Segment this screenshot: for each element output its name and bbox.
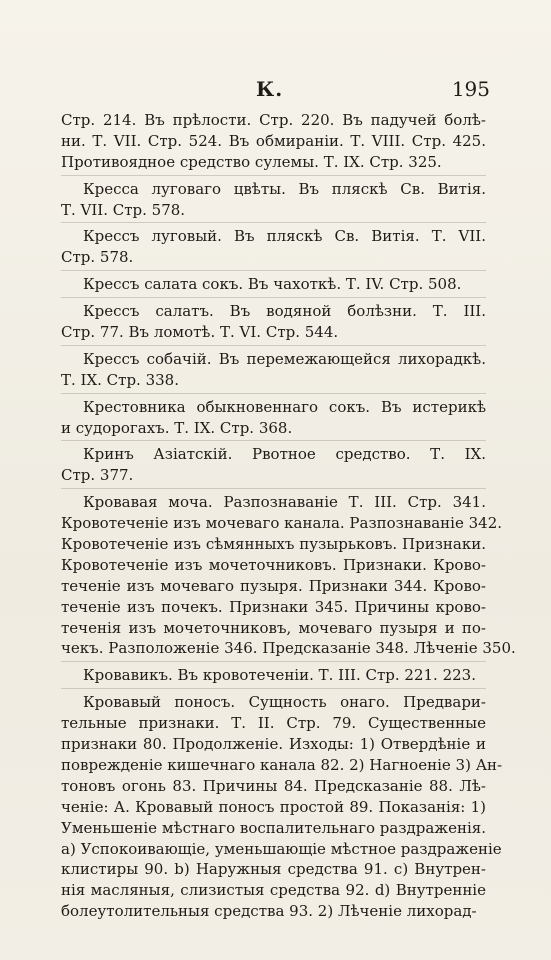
entry-line: Т. IX. Стр. 338. <box>61 370 179 389</box>
running-header <box>60 77 490 105</box>
entry-line: тоновъ огонь 83. Причины 84. Предсказаніе 88. Лѣ- <box>61 776 486 795</box>
entry-line: тельные признаки. Т. II. Стр. 79. Существенные <box>61 714 486 733</box>
entry-headline: Стр. 214. Въ прѣлости. Стр. 220. Въ падучей болѣ- <box>61 111 486 129</box>
entry-divider <box>61 222 486 223</box>
index-entry <box>61 110 486 173</box>
entry-headline: Крессъ собачій. Въ перемежающейся лихорадкѣ. <box>83 349 486 368</box>
index-entry <box>61 226 486 268</box>
entry-line: Кровотеченіе изъ сѣмянныхъ пузырьковъ. Признаки. <box>61 535 486 554</box>
entry-headline: Крестовника обыкновеннаго сокъ. Въ истерикѣ <box>83 397 486 416</box>
entry-line: и судорогахъ. Т. IX. Стр. 368. <box>61 418 293 437</box>
index-entry <box>61 492 516 659</box>
entry-line: ни. Т. VII. Стр. 524. Въ обмираніи. Т. VIII. Стр. 425. <box>61 131 486 150</box>
entry-headline: Кресса луговаго цвѣты. Въ пляскѣ Св. Витія. <box>83 179 486 198</box>
entry-line: Стр. 77. Въ ломотѣ. Т. VI. Стр. 544. <box>61 323 339 342</box>
entry-divider <box>61 661 486 662</box>
entry-line: Кровотеченіе изъ мочеваго канала. Разпознаваніе 342. <box>61 514 503 533</box>
entry-line: теченіе изъ мочеваго пузыря. Признаки 344. Крово- <box>61 576 486 595</box>
entry-line: а) Успокоивающіе, уменьшающіе мѣстное раздраженіе <box>61 839 502 858</box>
entry-headline: Кровавая моча. Разпознаваніе Т. III. Стр. 341. <box>83 493 486 512</box>
entry-divider <box>61 175 486 176</box>
entry-line: Стр. 377. <box>61 466 134 485</box>
entry-line: теченія изъ мочеточниковъ, мочеваго пузыря и по- <box>61 618 486 637</box>
entry-line: признаки 80. Продолженіе. Изходы: 1) Отвердѣніе и <box>61 735 486 754</box>
entry-divider <box>61 297 486 298</box>
entry-line: ченіе: А. Кровавый поносъ простой 89. Показанія: 1) <box>61 797 486 816</box>
entry-line: теченіе изъ почекъ. Признаки 345. Причины крово- <box>61 597 486 616</box>
index-entry <box>61 665 486 686</box>
entry-headline: Кровавикъ. Въ кровотеченіи. Т. III. Стр. 221. 223. <box>83 666 476 685</box>
entry-line: Уменьшеніе мѣстнаго воспалительнаго раздраженія. <box>61 818 486 837</box>
entry-line: чекъ. Разположеніе 346. Предсказаніе 348. Лѣченіе 350. <box>61 639 516 658</box>
entry-line: Т. VII. Стр. 578. <box>61 200 186 219</box>
entry-line: Стр. 578. <box>61 248 134 267</box>
entry-line: поврежденіе кишечнаго канала 82. 2) Нагноеніе 3) Ан- <box>61 755 503 774</box>
index-entry <box>61 274 486 295</box>
entry-divider <box>61 688 486 689</box>
entry-line: Кровотеченіе изъ мочеточниковъ. Признаки. Крово- <box>61 555 486 574</box>
entry-divider <box>61 440 486 441</box>
entry-headline: Крессъ салата сокъ. Въ чахоткѣ. Т. IV. Стр. 508. <box>83 275 462 294</box>
entry-divider <box>61 345 486 346</box>
entry-line: клистиры 90. b) Наружныя средства 91. c) Внутрен- <box>61 860 486 879</box>
entry-headline: Кринъ Азіатскій. Рвотное средство. Т. IX. <box>83 445 486 464</box>
entry-headline: Крессъ салатъ. Въ водяной болѣзни. Т. III. <box>83 302 486 321</box>
index-entry <box>61 349 486 391</box>
page-number: 195 <box>451 77 490 101</box>
index-entries <box>61 110 516 922</box>
index-entry <box>61 397 486 439</box>
index-entry <box>61 692 503 922</box>
index-entry <box>61 301 486 343</box>
section-letter: К. <box>256 77 284 101</box>
entry-divider <box>61 393 486 394</box>
index-entry <box>61 179 486 221</box>
entry-line: болеутолительныя средства 93. 2) Лѣченіе лихорад- <box>61 902 477 921</box>
entry-divider <box>61 270 486 271</box>
entry-line: Противоядное средство сулемы. Т. IX. Стр. 325. <box>61 152 442 171</box>
entry-headline: Крессъ луговый. Въ пляскѣ Св. Витія. Т. VII. <box>83 227 486 246</box>
entry-divider <box>61 488 486 489</box>
index-entry <box>61 444 486 486</box>
entry-line: нія масляныя, слизистыя средства 92. d) Внутренніе <box>61 881 486 900</box>
entry-headline: Кровавый поносъ. Сущность онаго. Предвари- <box>83 693 486 712</box>
